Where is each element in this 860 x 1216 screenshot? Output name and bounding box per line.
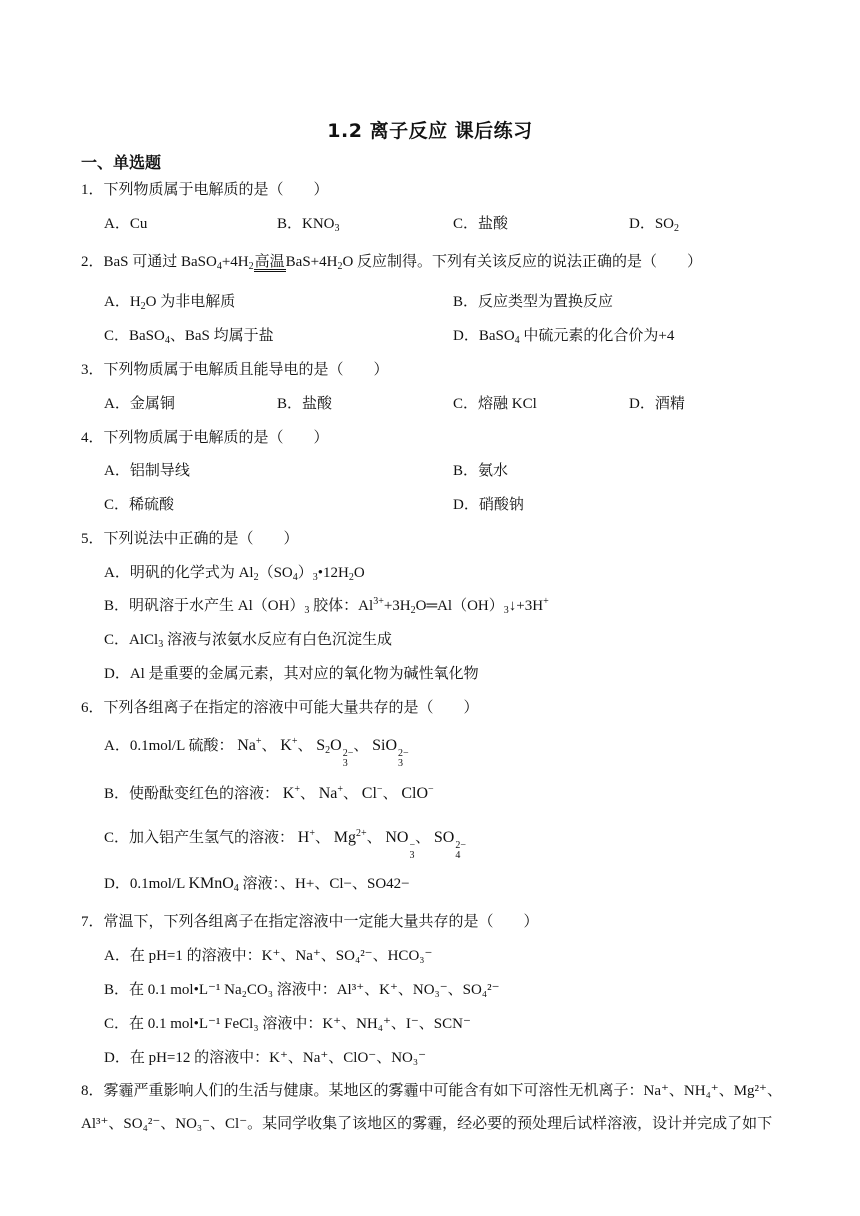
q1-option-c: C．盐酸 xyxy=(453,216,509,232)
q5-option-b: B．明矾溶于水产生 $Al(OH)_3$ 胶体：$Al^{3+}+3H_2O═Al(OH)_3↓+3H^+$ xyxy=(104,596,549,616)
q1-option-d: D．$SO_2$ xyxy=(629,216,680,234)
q4-option-c: C．稀硫酸 xyxy=(104,497,175,513)
q2-option-b: B．反应类型为置换反应 xyxy=(453,294,614,310)
q7-option-a: A．在 pH=1 的溶液中：K⁺、Na⁺、SO₄²⁻、HCO₃⁻ xyxy=(104,948,433,964)
q3-option-b: B．盐酸 xyxy=(277,396,333,412)
reaction-condition: 高温 xyxy=(254,254,285,270)
page-title: 1.2 离子反应 课后练习 xyxy=(327,120,533,142)
question-2-stem: 2．BaS 可通过 $BaSO_4+4H_2$高温$BaS+4H_2O$ 反应制得。下列有关该反应的说法正确的是（ ） xyxy=(81,254,703,272)
question-6-stem: 6．下列各组离子在指定的溶液中可能大量共存的是（ ） xyxy=(81,700,479,716)
q6-option-a: A．0.1mol/L 硫酸： Na+、 K+、 $S_2O$ 2− 3 、 SiO 2− 3 xyxy=(104,736,409,769)
q3-option-d: D．酒精 xyxy=(629,396,685,412)
question-5-stem: 5．下列说法中正确的是（ ） xyxy=(81,531,299,547)
q6-option-b: B．使酚酞变红色的溶液： K+、 Na+、 Cl−、 ClO− xyxy=(104,784,434,802)
question-4-stem: 4．下列物质属于电解质的是（ ） xyxy=(81,430,329,446)
q2-option-c: C．BaSO$_4$、BaS 均属于盐 xyxy=(104,328,274,346)
q2-option-d: D．BaSO$_4$ 中硫元素的化合价为+4 xyxy=(453,328,675,346)
q3-option-c: C．熔融 KCl xyxy=(453,396,537,412)
q4-option-d: D．硝酸钠 xyxy=(453,497,524,513)
q6-option-d: D．0.1mol/L KMnO$_4$ 溶液：、H+、Cl−、SO42− xyxy=(104,875,410,894)
question-1-stem: 1．下列物质属于电解质的是（ ） xyxy=(81,182,329,198)
question-3-stem: 3．下列物质属于电解质且能导电的是（ ） xyxy=(81,362,389,378)
q3-option-a: A．金属铜 xyxy=(104,396,175,412)
q1-option-b: B．$KNO_3$ xyxy=(277,216,340,234)
q5-option-d: D．Al 是重要的金属元素，其对应的氧化物为碱性氧化物 xyxy=(104,666,479,682)
q7-option-c: C．在 0.1 mol•L⁻¹ FeCl₃ 溶液中：K⁺、NH₄⁺、I⁻、SCN⁻ xyxy=(104,1016,471,1032)
question-8-line-2: Al³⁺、SO₄²⁻、NO₃⁻、Cl⁻。某同学收集了该地区的雾霾，经必要的预处理后试样溶液，设计并完成了如下 xyxy=(81,1116,773,1132)
q5-option-c: C．AlCl$_3$ 溶液与浓氨水反应有白色沉淀生成 xyxy=(104,632,392,650)
q4-option-a: A．铝制导线 xyxy=(104,463,190,479)
section-heading: 一、单选题 xyxy=(81,153,162,172)
q2-option-a: A．$H_2O$ 为非电解质 xyxy=(104,294,236,312)
q1-option-a: A．Cu xyxy=(104,216,148,232)
question-8-line-1: 8．雾霾严重影响人们的生活与健康。某地区的雾霾中可能含有如下可溶性无机离子：Na⁺、NH₄⁺、Mg²⁺、 xyxy=(81,1083,782,1099)
question-7-stem: 7．常温下，下列各组离子在指定溶液中一定能大量共存的是（ ） xyxy=(81,914,539,930)
q7-option-b: B．在 0.1 mol•L⁻¹ Na₂CO₃ 溶液中：Al³⁺、K⁺、NO₃⁻、SO₄²⁻ xyxy=(104,982,500,998)
q5-option-a: A．明矾的化学式为 $Al_2(SO_4)_3•12H_2O$ xyxy=(104,565,365,583)
q6-option-c: C．加入铝产生氢气的溶液： H+、 $Mg^{2+}$、 NO − 3 、 SO 2− 4 xyxy=(104,828,466,861)
q4-option-b: B．氨水 xyxy=(453,463,509,479)
q7-option-d: D．在 pH=12 的溶液中：K⁺、Na⁺、ClO⁻、NO₃⁻ xyxy=(104,1050,427,1066)
